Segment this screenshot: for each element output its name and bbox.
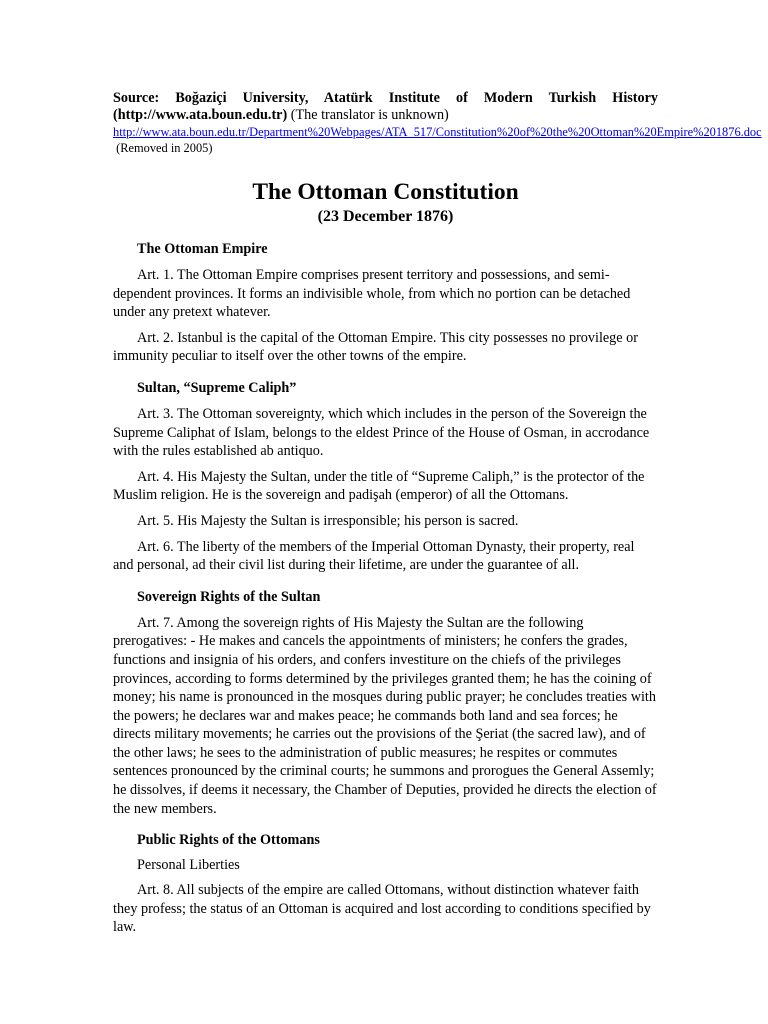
article-2: Art. 2. Istanbul is the capital of the Ottoman Empire. This city possesses no provilege or immunity peculiar to itself over the other towns of the empire. <box>113 329 638 365</box>
source-citation <box>113 90 658 124</box>
document-title: The Ottoman Constitution <box>252 179 519 205</box>
source-link-line <box>113 124 762 156</box>
document-page <box>113 90 762 937</box>
document-date: (23 December 1876) <box>317 208 454 225</box>
section-heading-sovereign-rights: Sovereign Rights of the Sultan <box>137 588 321 605</box>
removed-note: (Removed in 2005) <box>116 141 213 155</box>
source-label: Source: Boğaziçi University, Atatürk Institute of Modern Turkish History (http://www.ata.boun.edu.tr) <box>113 90 658 123</box>
source-url-link[interactable]: http://www.ata.boun.edu.tr/Department%20Webpages/ATA_517/Constitution%20of%20the%20Ottoman%20Empire%201876.doc <box>113 125 762 139</box>
translator-note: (The translator is unknown) <box>287 107 449 123</box>
section-heading-public-rights: Public Rights of the Ottomans <box>137 832 320 849</box>
article-8: Art. 8. All subjects of the empire are called Ottomans, without distinction whatever faith they profess; the status of an Ottoman is acquired and lost according to conditions specified by law. <box>113 882 651 936</box>
article-5: Art. 5. His Majesty the Sultan is irresponsible; his person is sacred. <box>137 512 519 529</box>
article-3: Art. 3. The Ottoman sovereignty, which which includes in the person of the Sovereign the Supreme Caliphat of Islam, belongs to the eldest Prince of the House of Osman, in accrodance with the rules established ab antiquo. <box>113 405 650 460</box>
section-heading-sultan: Sultan, “Supreme Caliph” <box>137 379 297 396</box>
article-6: Art. 6. The liberty of the members of the Imperial Ottoman Dynasty, their property, real and personal, ad their civil list during their lifetime, are under the guarantee of all. <box>113 538 635 574</box>
article-4: Art. 4. His Majesty the Sultan, under the title of “Supreme Caliph,” is the protector of the Muslim religion. He is the sovereign and padişah (emperor) of all the Ottomans. <box>113 468 645 504</box>
article-1: Art. 1. The Ottoman Empire comprises present territory and possessions, and semi-dependent provinces. It forms an indivisible whole, from which no portion can be detached under any pretext whatever. <box>113 267 631 321</box>
section-heading-ottoman-empire: The Ottoman Empire <box>137 241 268 257</box>
article-7: Art. 7. Among the sovereign rights of His Majesty the Sultan are the following prerogatives: - He makes and cancels the appointments of ministers; he confers the grades, functions and insignia of his orders, and confers investiture on the chiefs of the privileges provinces, according to forms determined by the privileges granted them; he has the coining of money; his name is pronounced in the mosques during public prayer; he concludes treaties with the powers; he declares war and makes peace; he commands both land and sea forces; he directs military movements; he carries out the provisions of the Şeriat (the sacred law), and of the other laws; he sees to the administration of public measures; he respites or commutes sentences pronounced by the criminal courts; he summons and prorogues the General Assemly; he dissolves, if deems it necessary, the Chamber of Deputies, provided he directs the election of the new members. <box>113 614 657 817</box>
subheading-personal-liberties: Personal Liberties <box>137 857 240 874</box>
